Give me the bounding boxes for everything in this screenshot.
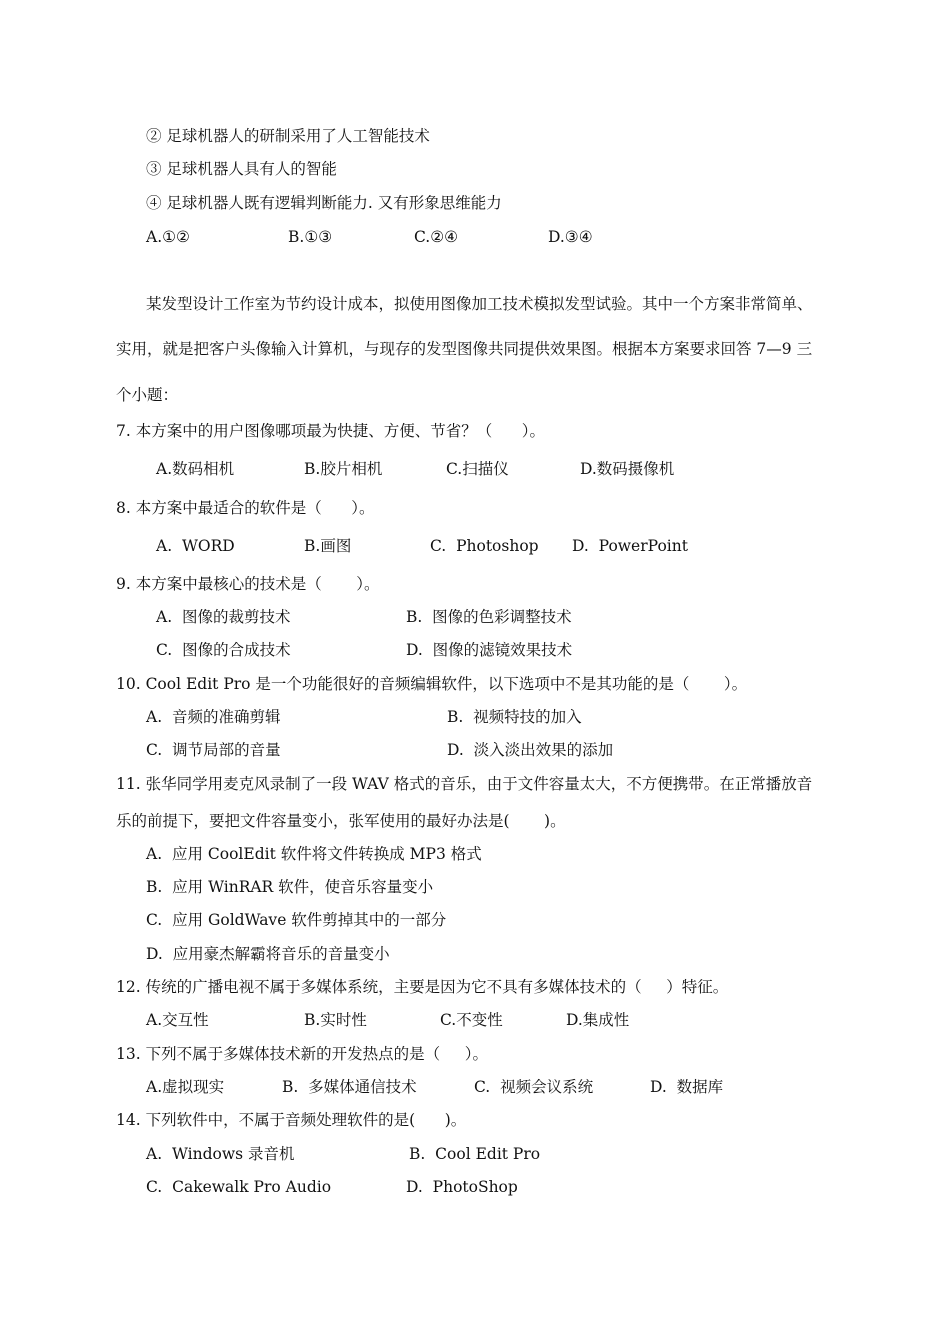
question-10-stem: 10. Cool Edit Pro 是一个功能很好的音频编辑软件，以下选项中不是其功能的是（ ）。 <box>116 675 748 693</box>
q8-option-b: B.画图 <box>304 537 352 555</box>
q11-option-a: A. 应用 CoolEdit 软件将文件转换成 MP3 格式 <box>146 845 482 863</box>
q12-option-a: A.交互性 <box>146 1011 209 1029</box>
passage-line-1: 某发型设计工作室为节约设计成本，拟使用图像加工技术模拟发型试验。其中一个方案非常简单、 <box>146 295 813 313</box>
statement-4: ④ 足球机器人既有逻辑判断能力. 又有形象思维能力 <box>146 194 502 212</box>
q9-option-d: D. 图像的滤镜效果技术 <box>406 641 573 659</box>
question-8-stem: 8. 本方案中最适合的软件是（ ）。 <box>116 499 375 517</box>
q12-option-d: D.集成性 <box>566 1011 630 1029</box>
q11-option-c: C. 应用 GoldWave 软件剪掉其中的一部分 <box>146 911 447 929</box>
question-11-stem-line-1: 11. 张华同学用麦克风录制了一段 WAV 格式的音乐，由于文件容量太大，不方便携带。在正常播放音 <box>116 775 813 793</box>
q8-option-a: A. WORD <box>156 537 235 555</box>
q13-option-d: D. 数据库 <box>650 1078 724 1096</box>
passage-line-2: 实用，就是把客户头像输入计算机，与现存的发型图像共同提供效果图。根据本方案要求回答 7—9 三 <box>116 340 813 358</box>
q12-option-b: B.实时性 <box>304 1011 367 1029</box>
question-7-stem: 7. 本方案中的用户图像哪项最为快捷、方便、节省？（ ）。 <box>116 422 546 440</box>
q7-option-c: C.扫描仪 <box>446 460 509 478</box>
q14-option-c: C. Cakewalk Pro Audio <box>146 1178 332 1196</box>
q7-option-b: B.胶片相机 <box>304 460 383 478</box>
q10-option-b: B. 视频特技的加入 <box>447 708 582 726</box>
q7-option-d: D.数码摄像机 <box>580 460 675 478</box>
q14-option-b: B. Cool Edit Pro <box>409 1145 541 1163</box>
q10-option-c: C. 调节局部的音量 <box>146 741 281 759</box>
statement-3: ③ 足球机器人具有人的智能 <box>146 160 337 178</box>
q14-option-d: D. PhotoShop <box>406 1178 518 1196</box>
option-b: B.①③ <box>288 228 333 246</box>
q14-option-a: A. Windows 录音机 <box>146 1145 295 1163</box>
q11-option-d: D. 应用豪杰解霸将音乐的音量变小 <box>146 945 390 963</box>
option-d: D.③④ <box>548 228 593 246</box>
q9-option-c: C. 图像的合成技术 <box>156 641 291 659</box>
q10-option-d: D. 淡入淡出效果的添加 <box>447 741 614 759</box>
option-c: C.②④ <box>414 228 459 246</box>
q7-option-a: A.数码相机 <box>156 460 235 478</box>
q9-option-a: A. 图像的裁剪技术 <box>156 608 291 626</box>
question-9-stem: 9. 本方案中最核心的技术是（ ）。 <box>116 575 380 593</box>
q8-option-d: D. PowerPoint <box>572 537 688 555</box>
q11-option-b: B. 应用 WinRAR 软件，使音乐容量变小 <box>146 878 434 896</box>
question-11-stem-line-2: 乐的前提下，要把文件容量变小，张军使用的最好办法是( )。 <box>116 812 566 830</box>
q10-option-a: A. 音频的准确剪辑 <box>146 708 281 726</box>
q13-option-b: B. 多媒体通信技术 <box>282 1078 417 1096</box>
option-a: A.①② <box>146 228 190 246</box>
q13-option-a: A.虚拟现实 <box>146 1078 225 1096</box>
question-13-stem: 13. 下列不属于多媒体技术新的开发热点的是（ ）。 <box>116 1045 488 1063</box>
q9-option-b: B. 图像的色彩调整技术 <box>406 608 572 626</box>
question-12-stem: 12. 传统的广播电视不属于多媒体系统，主要是因为它不具有多媒体技术的（ ）特征。 <box>116 978 729 996</box>
passage-line-3: 个小题： <box>116 386 179 404</box>
question-14-stem: 14. 下列软件中，不属于音频处理软件的是( )。 <box>116 1111 467 1129</box>
q12-option-c: C.不变性 <box>440 1011 503 1029</box>
q13-option-c: C. 视频会议系统 <box>474 1078 594 1096</box>
statement-2: ② 足球机器人的研制采用了人工智能技术 <box>146 127 430 145</box>
q8-option-c: C. Photoshop <box>430 537 539 555</box>
